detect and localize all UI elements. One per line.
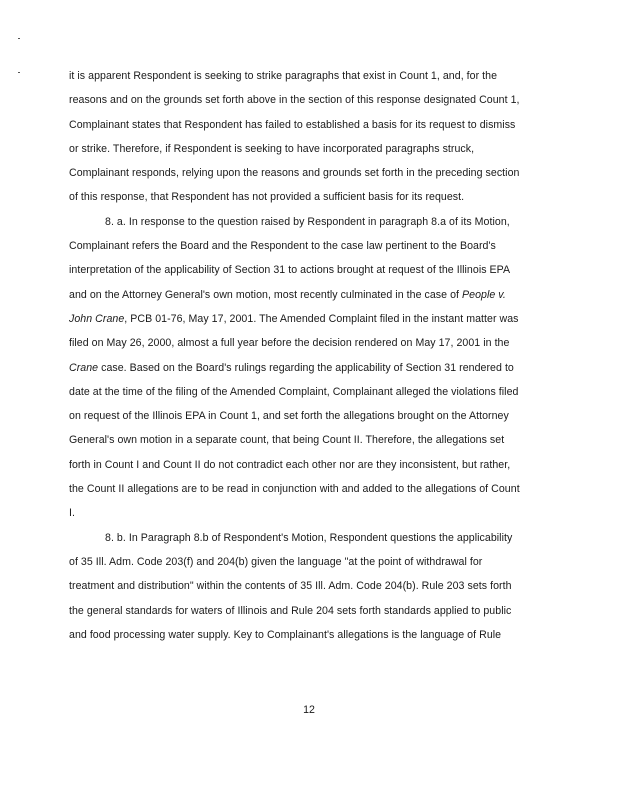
page-number: 12: [303, 704, 315, 716]
text-line: interpretation of the applicability of Section 31 to actions brought at request of the Illinois EPA: [69, 264, 511, 277]
text-line: 8. b. In Paragraph 8.b of Respondent's Motion, Respondent questions the applicability: [105, 531, 513, 544]
text-line: the Count II allegations are to be read in conjunction with and added to the allegations of Count: [69, 483, 520, 496]
body-text: [69, 64, 549, 647]
text-line: forth in Count I and Count II do not contradict each other nor are they inconsistent, but rather,: [69, 458, 511, 471]
scan-speck: [18, 38, 20, 39]
text-line: and food processing water supply. Key to Complainant's allegations is the language of Rule: [69, 628, 502, 641]
text-line: treatment and distribution" within the contents of 35 Ill. Adm. Code 204(b). Rule 203 sets forth: [69, 580, 512, 593]
text-line: filed on May 26, 2000, almost a full year before the decision rendered on May 17, 2001 in the: [69, 337, 510, 350]
text-line: of 35 Ill. Adm. Code 203(f) and 204(b) given the language "at the point of withdrawal for: [69, 555, 483, 568]
text-line: date at the time of the filing of the Amended Complaint, Complainant alleged the violations filed: [69, 385, 519, 398]
scan-speck: [18, 72, 20, 73]
paragraph-8a: [69, 210, 549, 526]
text-line: of this response, that Respondent has not provided a sufficient basis for its request.: [69, 191, 465, 204]
text-line: General's own motion in a separate count, that being Count II. Therefore, the allegations set: [69, 434, 505, 447]
text-line: Complainant refers the Board and the Respondent to the case law pertinent to the Board's: [69, 240, 496, 253]
text-line: Crane case. Based on the Board's rulings regarding the applicability of Section 31 rendered to: [69, 361, 514, 374]
text-line: 8. a. In response to the question raised by Respondent in paragraph 8.a of its Motion,: [105, 215, 510, 228]
text-line: or strike. Therefore, if Respondent is seeking to have incorporated paragraphs struck,: [69, 142, 475, 155]
text-line: reasons and on the grounds set forth above in the section of this response designated Count 1,: [69, 94, 520, 107]
text-line: it is apparent Respondent is seeking to strike paragraphs that exist in Count 1, and, for the: [69, 70, 498, 82]
text-line: on request of the Illinois EPA in Count 1, and set forth the allegations brought on the Attorney: [69, 410, 509, 423]
text-line: I.: [69, 507, 75, 520]
text-line: John Crane, PCB 01-76, May 17, 2001. The Amended Complaint filed in the instant matter was: [69, 312, 519, 325]
text-line: Complainant states that Respondent has failed to established a basis for its request to dismiss: [69, 118, 516, 131]
paragraph-8b: [69, 526, 549, 647]
text-line: and on the Attorney General's own motion, most recently culminated in the case of People v.: [69, 288, 506, 301]
paragraph-continuation: [69, 64, 549, 210]
text-line: Complainant responds, relying upon the reasons and grounds set forth in the preceding section: [69, 167, 520, 180]
text-line: the general standards for waters of Illinois and Rule 204 sets forth standards applied to public: [69, 604, 512, 617]
